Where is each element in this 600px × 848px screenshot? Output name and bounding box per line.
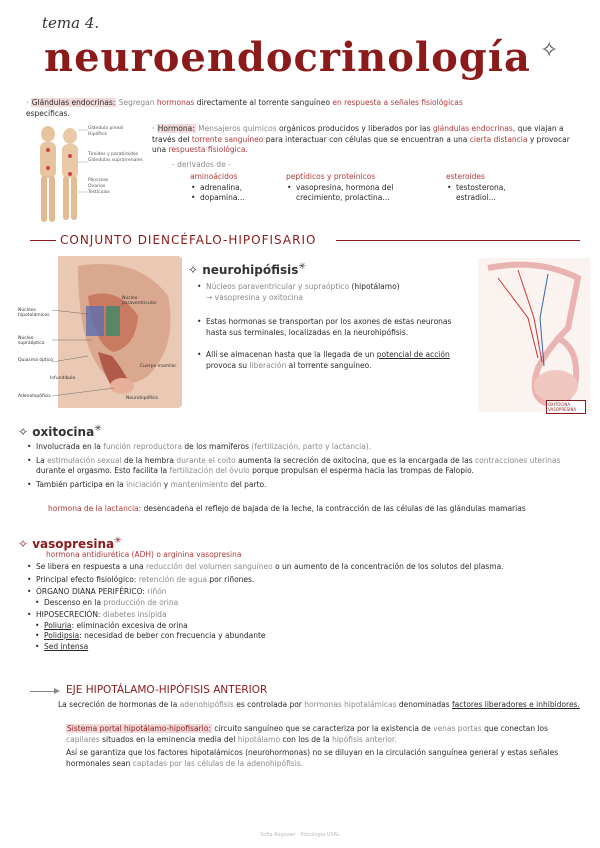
- vasopresina-list: [26, 562, 586, 652]
- derivados-label: - derivados de -: [172, 160, 231, 169]
- section-title-diencefalo: CONJUNTO DIENCÉFALO-HIPOFISARIO: [60, 233, 317, 247]
- oxitocina-vasopresina-tag: OXITOCINA VASOPRESINA: [546, 400, 586, 414]
- esteroides-column: esteroides • testosterona, estradiol...: [446, 172, 546, 204]
- eje-heading: EJE HIPOTÁLAMO-HIPÓFISIS ANTERIOR: [66, 684, 268, 696]
- list-item: • La estimulación sexual de la hembra durante el coito aumenta la secreción de oxitocina, que es la encargada de las contracciones uterinas durante el orgasmo. Esto facilita la fertilización del óvulo porque propulsan el esperma hacia las trompas de Falopio.: [26, 456, 586, 477]
- glandulas-label: Glándulas endocrinas:: [31, 98, 116, 107]
- list-item: • Descenso en la producción de orina: [26, 598, 586, 609]
- list-item: • Allí se almacenan hasta que la llegada de un potencial de acción provoca su liberación al torrente sanguíneo.: [196, 350, 458, 371]
- list-item: • ÓRGANO DIANA PERIFÉRICO: riñón • Descenso en la producción de orina: [26, 587, 586, 608]
- list-item: • Principal efecto fisiológico: retención de agua por riñones.: [26, 575, 586, 586]
- section-divider: [336, 240, 580, 241]
- eje-paragraph-1: La secreción de hormonas de la adenohipófisis es controlada por hormonas hipotalámicas denominadas factores liberadores e inhibidores.: [58, 700, 580, 709]
- neurohypophysis-illustration: [478, 258, 590, 412]
- list-item: • Estas hormonas se transportan por los axones de estas neuronas hasta sus terminales, localizadas en la neurohipófisis.: [196, 317, 458, 338]
- hormona-label: Hormona:: [157, 124, 195, 133]
- list-item: • Se libera en respuesta a una reducción del volumen sanguíneo o un aumento de la concentración de los solutos del plasma.: [26, 562, 586, 573]
- lactancia-note: hormona de la lactancia: desencadena el reflejo de bajada de la leche, la contracción de las células de las glándulas mamarias: [48, 504, 526, 513]
- vasopresina-heading: ✧ vasopresina✳: [18, 536, 122, 551]
- list-item: • Núcleos paraventricular y supraóptico (hipotálamo) → vasopresina y oxitocina: [196, 282, 458, 303]
- arrow-head-icon: [54, 688, 60, 694]
- vasopresina-subtitle: hormona antidiurética (ADH) o arginina vasopresina: [46, 550, 242, 559]
- oxitocina-list: [26, 442, 586, 490]
- neurohipofisis-heading: ✧ neurohipófisis✳: [188, 262, 306, 277]
- section-divider: [30, 240, 56, 241]
- hormona-paragraph: · Hormona: Mensajeros químicos orgánicos producidos y liberados por las glándulas endocrinas, que viajan a través del torrente sanguíneo para interactuar con células que se encuentran a una cierta distancia y provocar una respuesta fisiológica.: [152, 124, 570, 154]
- list-item: • Sed intensa: [26, 642, 586, 653]
- sparkle-icon: ✧: [540, 38, 559, 63]
- tema-label: tema 4.: [42, 14, 100, 32]
- aminoacidos-column: aminoácidos • adrenalina, • dopamina...: [190, 172, 280, 204]
- peptidicos-column: peptídicos y proteínicos • vasopresina, hormona del crecimiento, prolactina...: [286, 172, 436, 204]
- glandulas-paragraph: · Glándulas endocrinas: Segregan hormonas directamente al torrente sanguíneo en respuesta a señales fisiológicas específicas.: [26, 98, 463, 118]
- list-item: • Poliuria: eliminación excesiva de orina: [26, 621, 586, 632]
- eje-paragraph-2: Sistema portal hipotálamo-hipofisario: circuito sanguíneo que se caracteriza por la existencia de venas portas que conectan los capilares situados en la eminencia media del hipotálamo con los de la hipófisis anterior.: [66, 724, 549, 744]
- hypothalamus-illustration: Núcleo paraventricular Núcleos hipotalámicos Núcleo supraóptico Quiasma óptico Infundíbulo Adenohipófisis Cuerpo mamilar Neurohipófisis: [18, 256, 182, 408]
- list-item: • HIPOSECRECIÓN: diabetes insípida • Poliuria: eliminación excesiva de orina • Polidipsia: necesidad de beber con frecuencia y abundante • Sed intensa: [26, 610, 586, 652]
- endocrine-body-illustration: Glándula pineal Hipófisis Tiroides y paratiroides Glándulas suprarrenales Páncreas Ovarios Testículos: [26, 122, 146, 232]
- oxitocina-heading: ✧ oxitocina✳: [18, 424, 102, 439]
- list-item: • Polidipsia: necesidad de beber con frecuencia y abundante: [26, 631, 586, 642]
- eje-paragraph-3: Así se garantiza que los factores hipotalámicos (neurohormonas) no se diluyan en la circulación sanguínea general y estas señales hormonales sean captadas por las células de la adenohipófisis.: [66, 748, 559, 768]
- neurohipofisis-list: [196, 282, 458, 371]
- list-item: • Involucrada en la función reproductora de los mamíferos (fertilización, parto y lactancia).: [26, 442, 586, 453]
- list-item: • También participa en la iniciación y mantenimiento del parto.: [26, 480, 586, 491]
- footer-credit: Sofia Rogozan · Psicología USAL: [260, 832, 340, 838]
- page-title: neuroendocrinología: [44, 34, 531, 81]
